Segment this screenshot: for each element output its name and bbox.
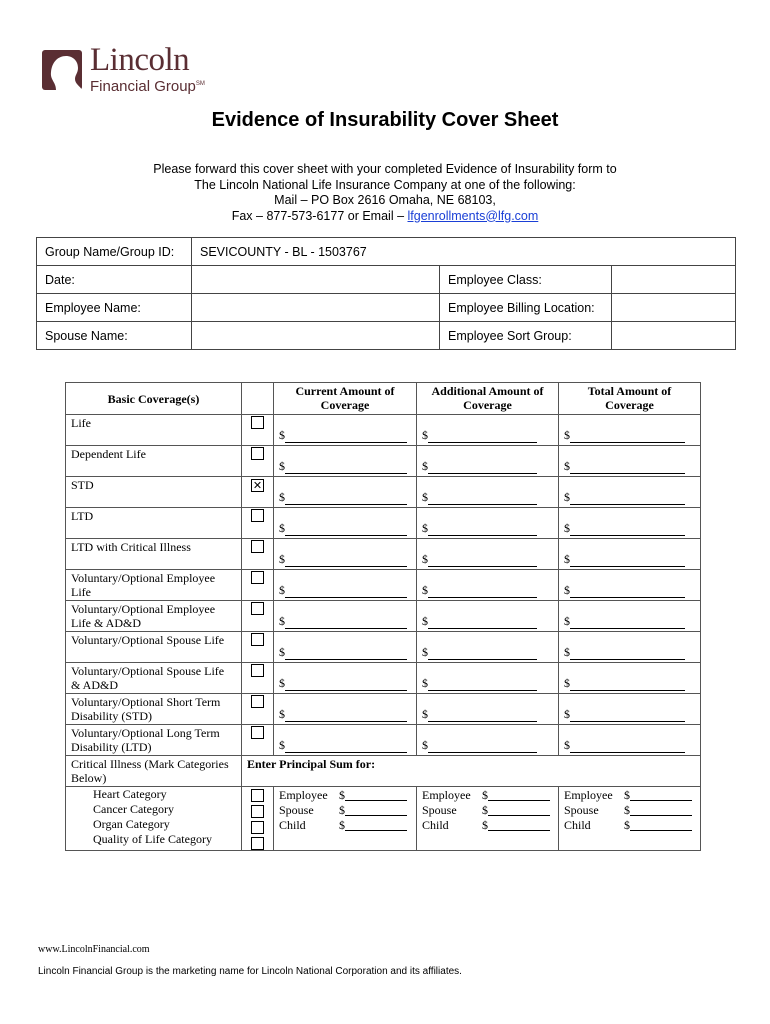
dollar-sign: $ [564, 583, 570, 597]
instructions-line-1: Please forward this cover sheet with your completed Evidence of Insurability form to [153, 162, 617, 176]
amount-line [345, 788, 407, 801]
coverage-row-8 [66, 663, 701, 694]
amount-line [570, 616, 685, 629]
quality-of-life-category-checkbox[interactable] [251, 837, 264, 850]
header-basic-coverage: Basic Coverage(s) [66, 383, 242, 415]
employee-class-label: Employee Class: [440, 266, 612, 294]
principal-sum-row-child[interactable] [422, 818, 553, 833]
current-amount-cell [274, 663, 417, 694]
dollar-sign: $ [422, 676, 428, 690]
total-amount-field[interactable] [564, 539, 695, 567]
dollar-sign: $ [279, 583, 285, 597]
header-additional-line-1: Additional Amount of [431, 384, 544, 398]
principal-current-cell [274, 787, 417, 851]
header-total-amount [559, 383, 701, 415]
additional-amount-field[interactable] [422, 508, 553, 536]
amount-line [570, 585, 685, 598]
additional-amount-field[interactable] [422, 601, 553, 629]
additional-amount-cell [417, 694, 559, 725]
coverage-label: Voluntary/Optional Spouse Life & AD&D [66, 663, 242, 694]
amount-line [630, 803, 692, 816]
critical-illness-label: Critical Illness (Mark Categories Below) [66, 756, 242, 787]
group-row [37, 238, 736, 266]
header-additional-amount [417, 383, 559, 415]
coverage-row-9 [66, 694, 701, 725]
person-label: Spouse [564, 803, 599, 817]
person-label: Spouse [422, 803, 457, 817]
total-amount-field[interactable] [564, 663, 695, 691]
dollar-sign: $ [279, 428, 285, 442]
coverage-checkbox[interactable] [251, 447, 264, 460]
amount-line [285, 523, 407, 536]
coverage-label: Voluntary/Optional Long Term Disability (LTD) [66, 725, 242, 756]
principal-sum-group [279, 787, 411, 833]
coverage-checkbox-cell [242, 446, 274, 477]
header-current-line-1: Current Amount of [295, 384, 395, 398]
dollar-sign: $ [339, 803, 345, 817]
current-amount-cell [274, 725, 417, 756]
current-amount-cell [274, 570, 417, 601]
additional-amount-field[interactable] [422, 446, 553, 474]
category-quality-of-life: Quality of Life Category [93, 832, 212, 846]
person-label: Employee [422, 788, 471, 802]
organ-category-checkbox[interactable] [251, 821, 264, 834]
total-amount-cell [559, 508, 701, 539]
category-cancer: Cancer Category [93, 802, 174, 816]
amount-line [285, 554, 407, 567]
amount-line [570, 678, 685, 691]
dollar-sign: $ [422, 490, 428, 504]
category-heart: Heart Category [93, 787, 167, 801]
employee-class-field[interactable] [612, 266, 736, 294]
amount-line [428, 585, 537, 598]
additional-amount-cell [417, 415, 559, 446]
category-organ: Organ Category [93, 817, 170, 831]
coverage-row-3 [66, 508, 701, 539]
amount-line [488, 803, 550, 816]
dollar-sign: $ [422, 521, 428, 535]
email-link[interactable]: lfgenrollments@lfg.com [407, 208, 539, 223]
amount-line [428, 647, 537, 660]
category-checkbox-cell [242, 787, 274, 851]
critical-illness-row [66, 756, 701, 787]
dollar-sign: $ [564, 676, 570, 690]
current-amount-field[interactable] [279, 539, 411, 567]
coverage-row-5 [66, 570, 701, 601]
dollar-sign: $ [279, 552, 285, 566]
total-amount-cell [559, 601, 701, 632]
principal-sum-group [564, 787, 695, 833]
coverage-checkbox[interactable] [251, 509, 264, 522]
total-amount-field[interactable] [564, 446, 695, 474]
principal-sum-row-employee[interactable] [279, 788, 411, 803]
current-amount-cell [274, 694, 417, 725]
dollar-sign: $ [339, 788, 345, 802]
coverage-checkbox[interactable] [251, 664, 264, 677]
dollar-sign: $ [564, 490, 570, 504]
current-amount-field[interactable] [279, 415, 411, 443]
logo-subtitle-text: Financial Group [90, 78, 196, 95]
total-amount-field[interactable] [564, 508, 695, 536]
coverage-checkbox[interactable]: ✕ [252, 479, 263, 492]
amount-line [428, 430, 537, 443]
principal-sum-row-spouse[interactable] [279, 803, 411, 818]
coverage-checkbox-cell [242, 508, 274, 539]
principal-sum-row-employee[interactable] [422, 788, 553, 803]
principal-sum-heading: Enter Principal Sum for: [242, 756, 701, 787]
current-amount-field[interactable] [279, 694, 411, 722]
amount-line [570, 709, 685, 722]
amount-line [285, 461, 407, 474]
amount-line [428, 492, 537, 505]
coverage-checkbox-cell [242, 570, 274, 601]
dollar-sign: $ [422, 645, 428, 659]
coverage-checkbox-cell [242, 694, 274, 725]
total-amount-cell [559, 446, 701, 477]
employee-name-field[interactable] [192, 294, 440, 322]
total-amount-cell [559, 415, 701, 446]
additional-amount-cell [417, 570, 559, 601]
dollar-sign: $ [482, 788, 488, 802]
coverage-header-row [66, 383, 701, 415]
dollar-sign: $ [279, 676, 285, 690]
dollar-sign: $ [279, 707, 285, 721]
logo-service-mark: SM [195, 81, 205, 87]
principal-sum-row-child[interactable] [564, 818, 695, 833]
additional-amount-field[interactable] [422, 415, 553, 443]
current-amount-cell [274, 415, 417, 446]
coverage-label: Life [66, 415, 242, 446]
amount-line [428, 740, 537, 753]
dollar-sign: $ [564, 645, 570, 659]
header-total-line-2: Coverage [605, 398, 654, 412]
amount-line [488, 818, 550, 831]
dollar-sign: $ [279, 490, 285, 504]
coverage-checkbox[interactable] [251, 540, 264, 553]
date-label: Date: [37, 266, 192, 294]
instructions-line-4 [0, 209, 770, 225]
total-amount-field[interactable] [564, 415, 695, 443]
cancer-category-checkbox[interactable] [251, 805, 264, 818]
person-label: Child [422, 818, 449, 832]
additional-amount-field[interactable] [422, 632, 553, 660]
total-amount-field[interactable] [564, 477, 695, 505]
coverage-label: Voluntary/Optional Employee Life & AD&D [66, 601, 242, 632]
sort-group-label: Employee Sort Group: [440, 322, 612, 350]
page-title: Evidence of Insurability Cover Sheet [211, 109, 559, 131]
logo-subtitle [90, 78, 205, 95]
total-amount-cell [559, 663, 701, 694]
coverage-table [65, 382, 701, 851]
billing-location-field[interactable] [612, 294, 736, 322]
amount-line [570, 647, 685, 660]
coverage-row-4 [66, 539, 701, 570]
coverage-checkbox[interactable] [251, 602, 264, 615]
dollar-sign: $ [422, 614, 428, 628]
dollar-sign: $ [624, 788, 630, 802]
employee-name-row [37, 294, 736, 322]
additional-amount-field[interactable] [422, 725, 553, 753]
total-amount-field[interactable] [564, 725, 695, 753]
principal-sum-row-spouse[interactable] [422, 803, 553, 818]
current-amount-cell [274, 632, 417, 663]
dollar-sign: $ [564, 707, 570, 721]
coverage-checkbox-cell [242, 539, 274, 570]
dollar-sign: $ [482, 803, 488, 817]
total-amount-field[interactable] [564, 601, 695, 629]
amount-line [285, 740, 407, 753]
amount-line [285, 492, 407, 505]
coverage-row-0 [66, 415, 701, 446]
header-additional-line-2: Coverage [463, 398, 512, 412]
coverage-checkbox-cell [242, 663, 274, 694]
coverage-checkbox-cell [242, 725, 274, 756]
critical-categories-row [66, 787, 701, 851]
employee-name-label: Employee Name: [37, 294, 192, 322]
coverage-checkbox[interactable] [251, 633, 264, 646]
dollar-sign: $ [422, 552, 428, 566]
person-label: Employee [564, 788, 613, 802]
additional-amount-field[interactable] [422, 570, 553, 598]
total-amount-field[interactable] [564, 570, 695, 598]
amount-line [345, 803, 407, 816]
coverage-label: Dependent Life [66, 446, 242, 477]
critical-categories-cell [66, 787, 242, 851]
spouse-name-label: Spouse Name: [37, 322, 192, 350]
total-amount-field[interactable] [564, 694, 695, 722]
current-amount-field[interactable] [279, 508, 411, 536]
dollar-sign: $ [624, 818, 630, 832]
additional-amount-cell [417, 477, 559, 508]
amount-line [428, 523, 537, 536]
dollar-sign: $ [279, 521, 285, 535]
amount-line [428, 678, 537, 691]
additional-amount-cell [417, 508, 559, 539]
group-label: Group Name/Group ID: [37, 238, 192, 266]
amount-line [630, 818, 692, 831]
coverage-label: Voluntary/Optional Spouse Life [66, 632, 242, 663]
total-amount-cell [559, 632, 701, 663]
instructions-line-3: Mail – PO Box 2616 Omaha, NE 68103, [274, 193, 496, 207]
principal-total-cell [559, 787, 701, 851]
dollar-sign: $ [279, 614, 285, 628]
coverage-checkbox[interactable] [251, 695, 264, 708]
coverage-label: STD [66, 477, 242, 508]
category-checkbox-stack [247, 787, 268, 850]
person-label: Child [279, 818, 306, 832]
amount-line [570, 740, 685, 753]
dollar-sign: $ [482, 818, 488, 832]
additional-amount-cell [417, 446, 559, 477]
current-amount-field[interactable] [279, 601, 411, 629]
person-label: Spouse [279, 803, 314, 817]
amount-line [285, 430, 407, 443]
dollar-sign: $ [564, 614, 570, 628]
footer-url: www.LincolnFinancial.com [38, 944, 150, 955]
additional-amount-field[interactable] [422, 539, 553, 567]
spouse-name-field[interactable] [192, 322, 440, 350]
current-amount-cell [274, 508, 417, 539]
total-amount-cell [559, 477, 701, 508]
person-label: Child [564, 818, 591, 832]
current-amount-field[interactable] [279, 663, 411, 691]
coverage-checkbox-cell [242, 415, 274, 446]
coverage-label: Voluntary/Optional Employee Life [66, 570, 242, 601]
amount-line [345, 818, 407, 831]
principal-additional-cell [417, 787, 559, 851]
person-label: Employee [279, 788, 328, 802]
dollar-sign: $ [339, 818, 345, 832]
additional-amount-field[interactable] [422, 663, 553, 691]
dollar-sign: $ [422, 738, 428, 752]
sort-group-field[interactable] [612, 322, 736, 350]
coverage-checkbox-cell [242, 632, 274, 663]
dollar-sign: $ [279, 645, 285, 659]
amount-line [285, 616, 407, 629]
additional-amount-cell [417, 663, 559, 694]
amount-line [570, 554, 685, 567]
additional-amount-cell [417, 601, 559, 632]
principal-sum-row-employee[interactable] [564, 788, 695, 803]
coverage-label: Voluntary/Optional Short Term Disability (STD) [66, 694, 242, 725]
current-amount-cell [274, 477, 417, 508]
dollar-sign: $ [422, 428, 428, 442]
dollar-sign: $ [279, 738, 285, 752]
total-amount-cell [559, 694, 701, 725]
additional-amount-field[interactable] [422, 477, 553, 505]
coverage-row-7 [66, 632, 701, 663]
date-row [37, 266, 736, 294]
instructions [0, 162, 770, 224]
coverage-checkbox[interactable] [251, 726, 264, 739]
coverage-checkbox-cell [242, 477, 274, 508]
principal-sum-row-child[interactable] [279, 818, 411, 833]
logo-name: Lincoln [90, 42, 190, 78]
coverage-row-2 [66, 477, 701, 508]
current-amount-field[interactable] [279, 725, 411, 753]
dollar-sign: $ [564, 428, 570, 442]
additional-amount-cell [417, 632, 559, 663]
principal-sum-group [422, 787, 553, 833]
current-amount-field[interactable] [279, 570, 411, 598]
amount-line [285, 585, 407, 598]
dollar-sign: $ [422, 583, 428, 597]
date-field[interactable] [192, 266, 440, 294]
amount-line [630, 788, 692, 801]
fax-text: Fax – 877-573-6177 or Email – [231, 208, 408, 223]
header-current-amount [274, 383, 417, 415]
additional-amount-cell [417, 725, 559, 756]
amount-line [428, 616, 537, 629]
additional-amount-cell [417, 539, 559, 570]
amount-line [285, 647, 407, 660]
current-amount-cell [274, 539, 417, 570]
coverage-row-10 [66, 725, 701, 756]
header-checkbox-column [242, 383, 274, 415]
coverage-row-6 [66, 601, 701, 632]
amount-line [570, 461, 685, 474]
coverage-checkbox[interactable] [251, 571, 264, 584]
amount-line [285, 709, 407, 722]
current-amount-field[interactable] [279, 477, 411, 505]
total-amount-cell [559, 725, 701, 756]
amount-line [570, 523, 685, 536]
coverage-label: LTD with Critical Illness [66, 539, 242, 570]
group-value-field[interactable]: SEVICOUNTY - BL - 1503767 [192, 238, 736, 266]
dollar-sign: $ [422, 459, 428, 473]
instructions-line-2: The Lincoln National Life Insurance Company at one of the following: [194, 177, 576, 192]
total-amount-field[interactable] [564, 632, 695, 660]
heart-category-checkbox[interactable] [251, 789, 264, 802]
dollar-sign: $ [564, 459, 570, 473]
coverage-row-1 [66, 446, 701, 477]
amount-line [488, 788, 550, 801]
amount-line [428, 554, 537, 567]
dollar-sign: $ [564, 552, 570, 566]
amount-line [570, 492, 685, 505]
dollar-sign: $ [422, 707, 428, 721]
principal-sum-row-spouse[interactable] [564, 803, 695, 818]
coverage-label: LTD [66, 508, 242, 539]
coverage-checkbox-cell [242, 601, 274, 632]
spouse-name-row [37, 322, 736, 350]
coverage-checkbox[interactable] [251, 416, 264, 429]
total-amount-cell [559, 539, 701, 570]
dollar-sign: $ [279, 459, 285, 473]
amount-line [570, 430, 685, 443]
header-current-line-2: Coverage [320, 398, 370, 412]
dollar-sign: $ [624, 803, 630, 817]
current-amount-field[interactable] [279, 446, 411, 474]
dollar-sign: $ [564, 521, 570, 535]
current-amount-field[interactable] [279, 632, 411, 660]
lincoln-logo [42, 44, 242, 100]
dollar-sign: $ [564, 738, 570, 752]
info-table [36, 237, 736, 350]
current-amount-cell [274, 601, 417, 632]
current-amount-cell [274, 446, 417, 477]
header-total-line-1: Total Amount of [587, 384, 672, 398]
amount-line [285, 678, 407, 691]
footer-note: Lincoln Financial Group is the marketing name for Lincoln National Corporation and its affiliates. [38, 966, 462, 977]
billing-location-label: Employee Billing Location: [440, 294, 612, 322]
amount-line [428, 461, 537, 474]
lincoln-silhouette-icon [42, 46, 84, 92]
total-amount-cell [559, 570, 701, 601]
amount-line [428, 709, 537, 722]
additional-amount-field[interactable] [422, 694, 553, 722]
